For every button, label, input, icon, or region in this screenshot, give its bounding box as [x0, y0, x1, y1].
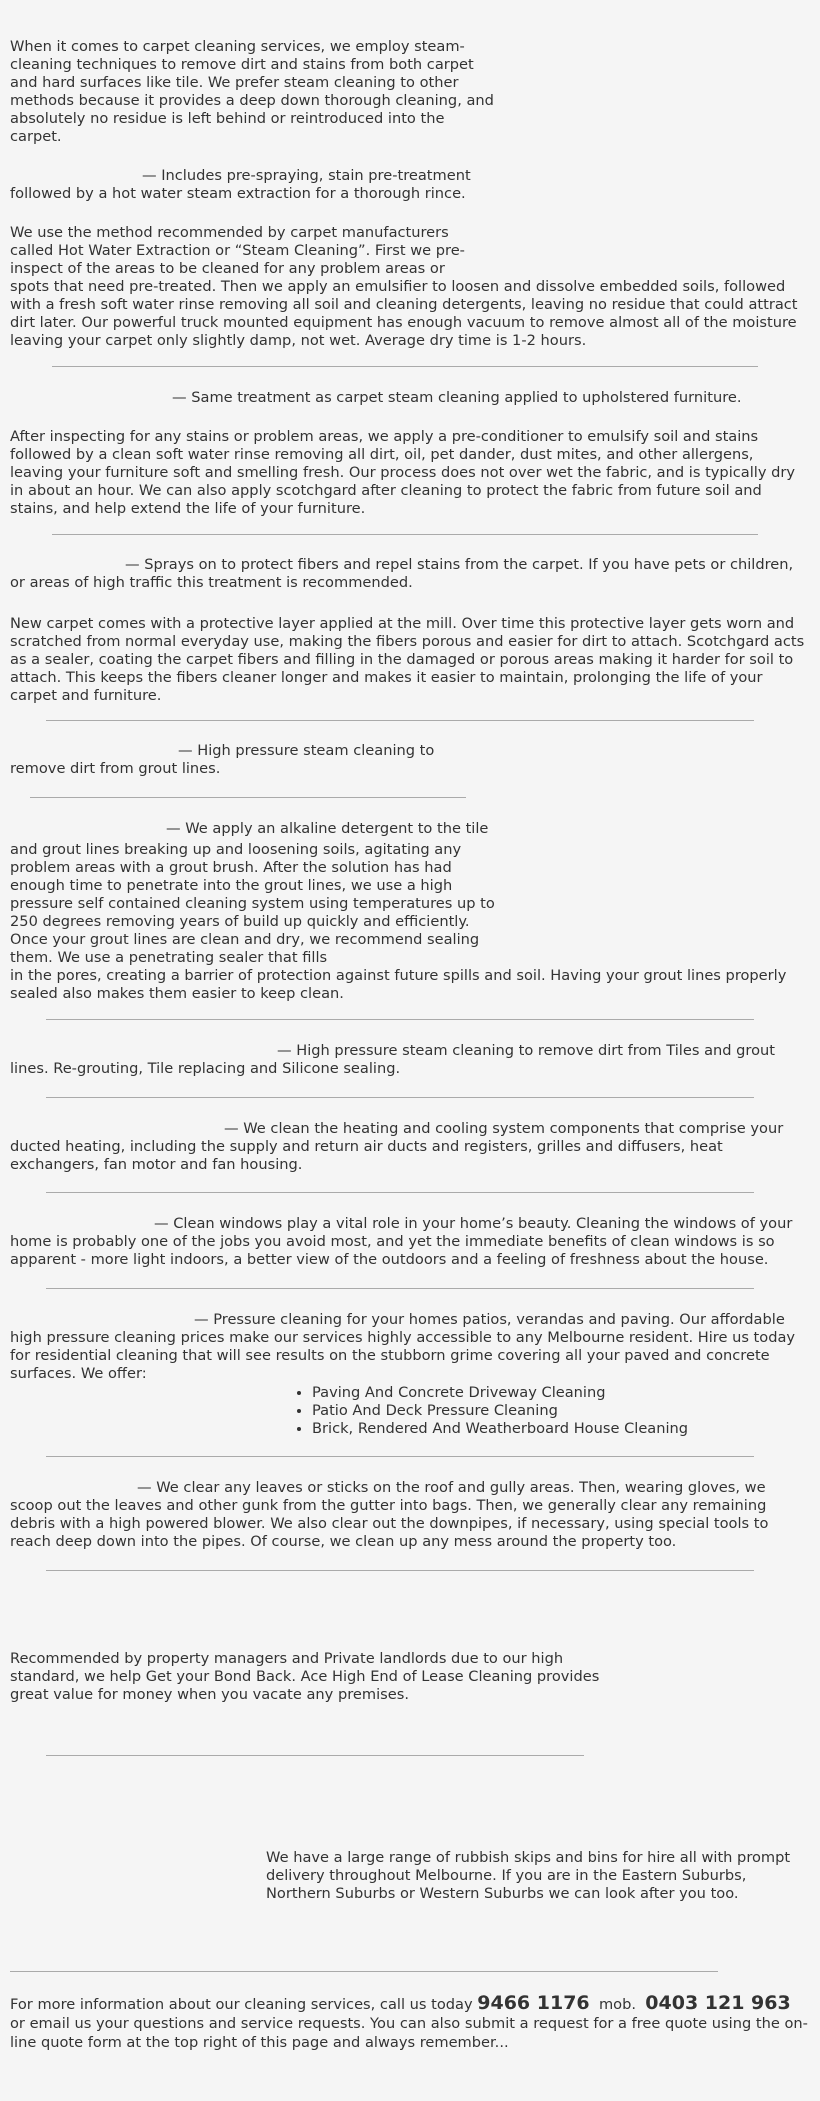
- phone-number: 9466 1176: [477, 1992, 590, 2014]
- divider: [46, 1097, 754, 1098]
- mobile-number: 0403 121 963: [645, 1992, 791, 2014]
- list-item: • Paving And Concrete Driveway Cleaning: [312, 1384, 688, 1402]
- contact-post: or email us your questions and service requests. You can also submit a request for a free quote using the on-line quote form at the top right of this page and always remember...: [10, 2015, 808, 2051]
- pressure-offer-list: [286, 1384, 688, 1438]
- grout-body-lead: — We apply an alkaline detergent to the tile: [166, 820, 489, 837]
- tiles-lead: — High pressure steam cleaning to remove dirt from Tiles and grout lines. Re-grouting, Tile replacing and Silicone sealing.: [10, 1042, 776, 1077]
- carpet-body-b: spots that need pre-treated. Then we apply an emulsifier to loosen and dissolve embedded soils, followed with a fresh soft water rinse removing all soil and cleaning detergents, leaving no residue that could attract dirt later. Our powerful truck mounted equipment has enough vacuum to remove almost all of the moisture leaving your carpet only slightly damp, not wet. Average dry time is 1-2 hours.: [10, 278, 798, 349]
- gutters-lead: — We clear any leaves or sticks on the roof and gully areas. Then, wearing gloves, we scoop out the leaves and other gunk from the gutter into bags. Then, we generally clear any remaining debris with a high powered blower. We also clear out the downpipes, if necessary, using special tools to reach deep down into the pipes. Of course, we clean up any mess around the property too.: [10, 1479, 769, 1550]
- divider: [46, 1019, 754, 1020]
- skips-body: We have a large range of rubbish skips and bins for hire all with prompt delivery throughout Melbourne. If you are in the Eastern Suburbs, Northern Suburbs or Western Suburbs we can look after you too.: [266, 1849, 791, 1902]
- carpet-lead: [10, 167, 810, 203]
- contact-paragraph: [10, 1994, 810, 2052]
- carpet-lead-a: — Includes pre-spraying, stain pre-treatment: [142, 167, 471, 184]
- grout-lead: — High pressure steam cleaning to remove dirt from grout lines.: [10, 742, 435, 777]
- upholstery-body: After inspecting for any stains or problem areas, we apply a pre-conditioner to emulsify soil and stains followed by a clean soft water rinse removing all dirt, oil, pet dander, dust mites, and other allergens, leaving your furniture soft and smelling fresh. Our process does not over wet the fabric, and is typically dry in about an hour. We can also apply scotchgard after cleaning to protect the fabric from future soil and stains, and help extend the life of your furniture.: [10, 428, 795, 517]
- divider: [52, 534, 758, 535]
- list-item: • Patio And Deck Pressure Cleaning: [312, 1402, 688, 1420]
- divider: [46, 720, 754, 721]
- pressure-lead: — Pressure cleaning for your homes patios, verandas and paving. Our affordable high pressure cleaning prices make our services highly accessible to any Melbourne resident. Hire us today for residential cleaning that will see results on the stubborn grime covering all your paved and concrete surfaces. We offer:: [10, 1311, 796, 1382]
- list-item: • Brick, Rendered And Weatherboard House Cleaning: [312, 1420, 688, 1438]
- contact-pre: For more information about our cleaning services, call us today: [10, 1996, 473, 2013]
- carpet-lead-b: followed by a hot water steam extraction for a thorough rince.: [10, 185, 466, 202]
- carpet-intro: When it comes to carpet cleaning services, we employ steam-cleaning techniques to remove dirt and stains from both carpet and hard surfaces like tile. We prefer steam cleaning to other methods because it provides a deep down thorough cleaning, and absolutely no residue is left behind or reintroduced into the carpet.: [10, 38, 494, 145]
- divider: [46, 1288, 754, 1289]
- divider: [46, 1192, 754, 1193]
- bond-body: Recommended by property managers and Private landlords due to our high standard, we help Get your Bond Back. Ace High End of Lease Cleaning provides great value for money when you vacate any premises.: [10, 1650, 600, 1703]
- windows-lead: — Clean windows play a vital role in your home’s beauty. Cleaning the windows of your home is probably one of the jobs you avoid most, and yet the immediate benefits of clean windows is so apparent - more light indoors, a better view of the outdoors and a feeling of freshness about the house.: [10, 1215, 793, 1268]
- grout-body-b: in the pores, creating a barrier of protection against future spills and soil. Having your grout lines properly sealed also makes them easier to keep clean.: [10, 967, 787, 1002]
- divider: [52, 366, 758, 367]
- divider: [30, 797, 466, 798]
- grout-body-a: and grout lines breaking up and loosening soils, agitating any problem areas with a grout brush. After the solution has had enough time to penetrate into the grout lines, we use a high pressure self contained cleaning system using temperatures up to 250 degrees removing years of build up quickly and efficiently. Once your grout lines are clean and dry, we recommend sealing them. We use a penetrating sealer that fills: [10, 841, 495, 966]
- ducts-lead: — We clean the heating and cooling system components that comprise your ducted heating, including the supply and return air ducts and registers, grilles and diffusers, heat exchangers, fan motor and fan housing.: [10, 1120, 784, 1173]
- divider: [46, 1570, 754, 1571]
- upholstery-lead: — Same treatment as carpet steam cleaning applied to upholstered furniture.: [172, 389, 742, 406]
- divider: [46, 1456, 754, 1457]
- mob-label: mob.: [598, 1996, 636, 2013]
- protection-body: New carpet comes with a protective layer applied at the mill. Over time this protective layer gets worn and scratched from normal everyday use, making the fibers porous and easier for dirt to attach. Scotchgard acts as a sealer, coating the carpet fibers and filling in the damaged or porous areas making it harder for soil to attach. This keeps the fibers cleaner longer and makes it easier to maintain, prolonging the life of your carpet and furniture.: [10, 615, 805, 704]
- grout-body-lead-line: [10, 820, 810, 838]
- divider: [46, 1755, 584, 1756]
- divider: [10, 1971, 718, 1972]
- protection-lead: — Sprays on to protect fibers and repel stains from the carpet. If you have pets or children, or areas of high traffic this treatment is recommended.: [10, 556, 794, 591]
- carpet-body-a: We use the method recommended by carpet manufacturers called Hot Water Extraction or “Steam Cleaning”. First we pre-inspect of the areas to be cleaned for any problem areas or: [10, 224, 465, 277]
